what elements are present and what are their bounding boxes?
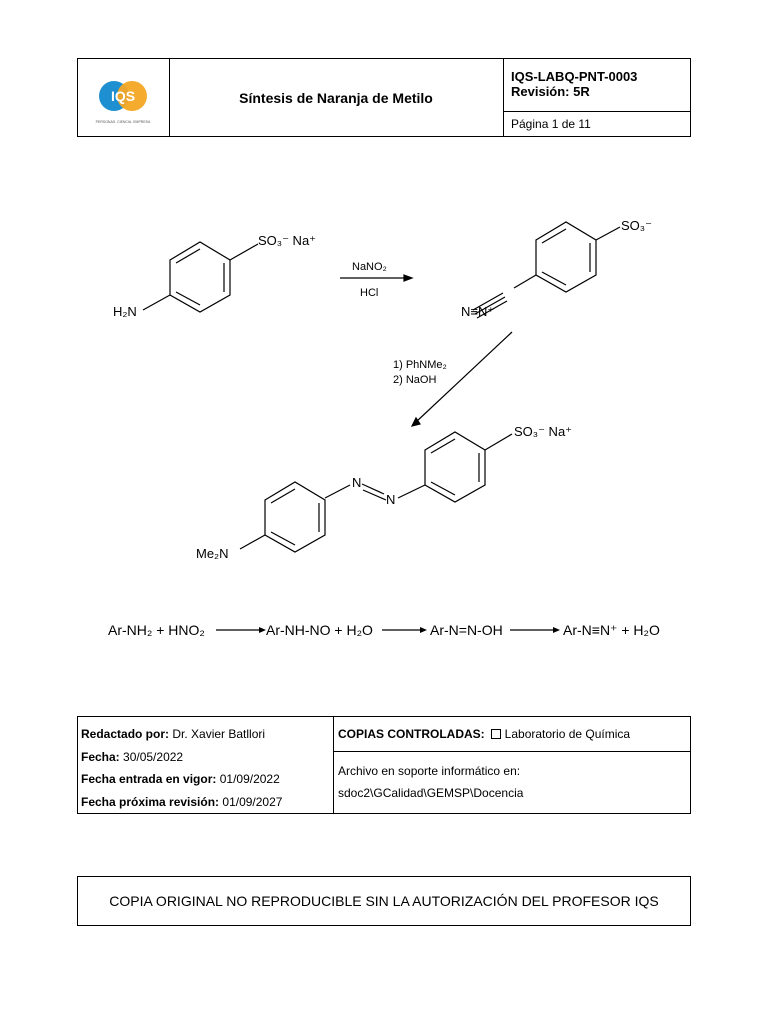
product-so3-label: SO₃⁻ Na⁺: [514, 424, 573, 439]
document-header: [77, 58, 691, 137]
document-revision: Revisión: 5R: [511, 84, 590, 99]
equation-term-1: Ar-NH₂ + HNO₂: [108, 622, 205, 638]
document-info-table: [77, 716, 691, 814]
product-nme2-label: Me₂N: [196, 546, 229, 561]
mechanism-equation: [108, 620, 668, 642]
azo-n1-label: N: [352, 475, 362, 490]
logo-cell: [78, 59, 170, 136]
next-review-value: 01/09/2027: [222, 794, 283, 809]
logo-tagline: PERSONAS. CIENCIA. EMPRESA: [95, 120, 151, 124]
sulfanilate-so3-label: SO₃⁻ Na⁺: [258, 233, 317, 248]
equation-arrow-2: [382, 624, 427, 636]
sulfanilate-ring: [143, 242, 258, 312]
controlled-copies-cell: [334, 717, 690, 752]
equation-term-4: Ar-N≡N⁺ + H₂O: [563, 622, 660, 638]
azo-n2-label: N: [386, 492, 396, 507]
copyright-notice: COPIA ORIGINAL NO REPRODUCIBLE SIN LA AUTORIZACIÓN DEL PROFESOR IQS: [77, 876, 691, 926]
diazonium-ring: [473, 222, 620, 318]
checkbox-icon: [491, 729, 501, 739]
archive-line-1: Archivo en soporte informático en:: [338, 764, 521, 778]
equation-arrow-1: [216, 624, 266, 636]
step2-reagent-1: 1) PhNMe₂: [393, 359, 447, 371]
document-code: IQS-LABQ-PNT-0003: [511, 69, 638, 84]
archive-cell: [334, 752, 690, 813]
equation-arrow-3: [510, 624, 560, 636]
effective-date-row: Fecha entrada en vigor: 01/09/2022: [81, 772, 280, 786]
logo-text: IQS: [110, 88, 136, 104]
sulfanilate-nh2-label: H₂N: [113, 304, 137, 319]
iqs-logo: [78, 59, 169, 136]
next-review-row: Fecha próxima revisión: 01/09/2027: [81, 794, 283, 809]
step1-reagent-top: NaNO₂: [352, 261, 387, 273]
equation-term-3: Ar-N=N-OH: [430, 622, 503, 638]
equation-term-2: Ar-NH-NO + H₂O: [266, 622, 373, 638]
product-ring-right: [398, 432, 512, 502]
date-row: Fecha: 30/05/2022: [81, 749, 184, 764]
author-row: Redactado por: Dr. Xavier Batllori: [81, 727, 266, 741]
product-ring-left: [240, 482, 325, 552]
authorship-cell: [78, 717, 334, 813]
page-number: Página 1 de 11: [511, 117, 591, 131]
effective-date-value: 01/09/2022: [219, 772, 280, 786]
author-value: Dr. Xavier Batllori: [172, 727, 266, 741]
diazonium-so3-label: SO₃⁻: [621, 218, 652, 233]
archive-line-2: sdoc2\GCalidad\GEMSP\Docencia: [338, 786, 524, 800]
document-title: Síntesis de Naranja de Metilo: [169, 59, 504, 136]
copies-label: COPIAS CONTROLADAS:: [338, 727, 485, 741]
step2-reagent-2: 2) NaOH: [393, 374, 437, 386]
reaction-scheme: [0, 180, 768, 580]
document-code-block: [503, 59, 690, 112]
diazonium-group-label: N≡N⁺: [461, 304, 495, 319]
step1-reagent-bottom: HCl: [360, 287, 379, 299]
copies-value: Laboratorio de Química: [504, 727, 631, 741]
date-value: 30/05/2022: [123, 749, 184, 764]
